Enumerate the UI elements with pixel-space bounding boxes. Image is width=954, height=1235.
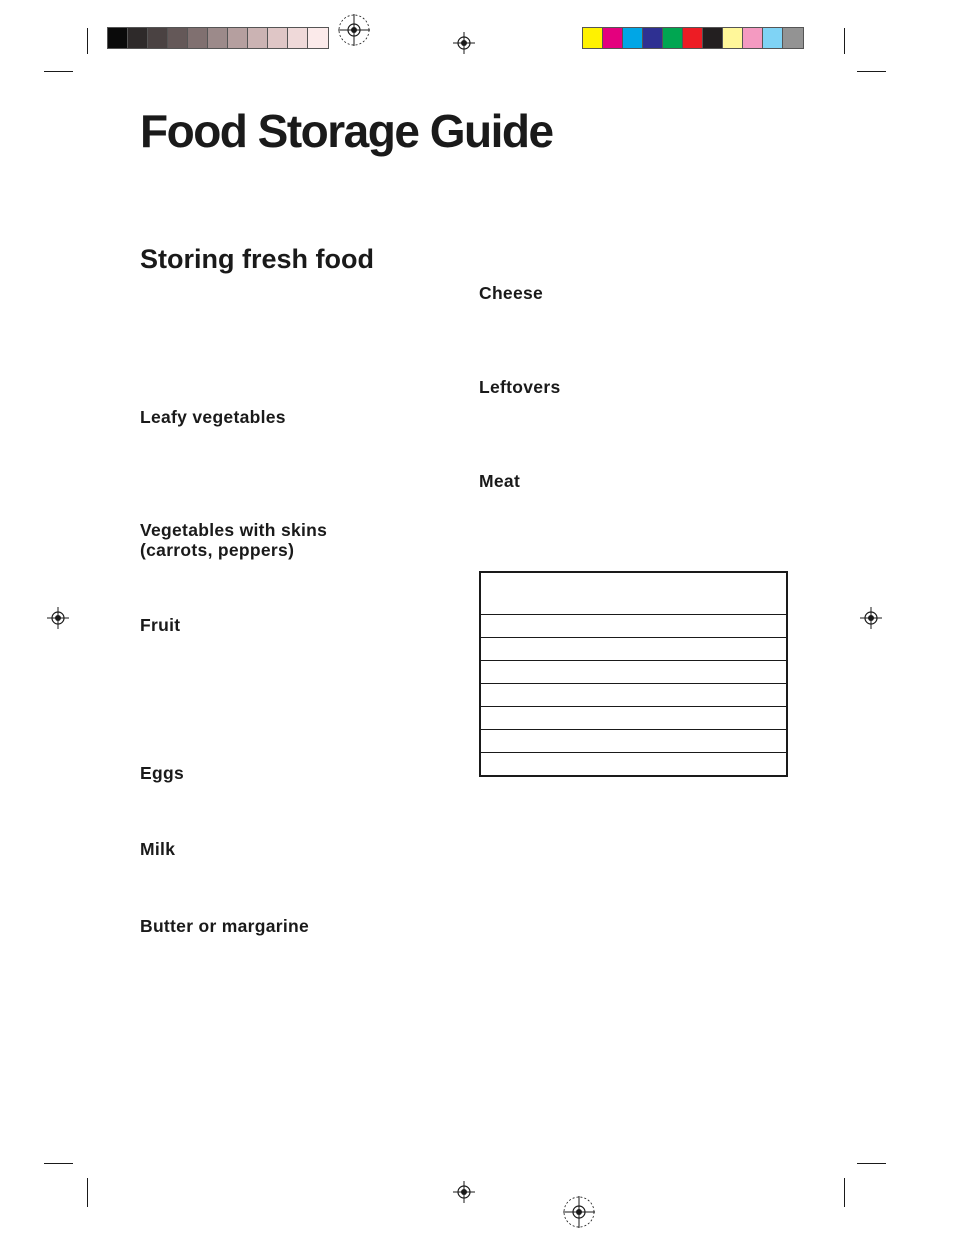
color-swatch bbox=[168, 28, 188, 48]
category-heading-eggs: Eggs bbox=[140, 763, 184, 783]
category-heading-fruit: Fruit bbox=[140, 615, 181, 635]
registration-mark-icon bbox=[47, 607, 69, 629]
process-color-bar bbox=[582, 27, 804, 49]
table-row bbox=[480, 638, 787, 661]
crop-mark bbox=[857, 1163, 886, 1164]
section-title: Storing fresh food bbox=[140, 244, 374, 274]
category-heading-vegetables-with-skins: Vegetables with skins (carrots, peppers) bbox=[140, 520, 328, 560]
table-cell bbox=[480, 661, 787, 684]
table-cell bbox=[480, 753, 787, 777]
color-swatch bbox=[783, 28, 803, 48]
table-cell bbox=[480, 707, 787, 730]
color-swatch bbox=[683, 28, 703, 48]
color-swatch bbox=[188, 28, 208, 48]
table-row bbox=[480, 684, 787, 707]
color-swatch bbox=[663, 28, 683, 48]
crop-mark bbox=[844, 28, 845, 54]
color-swatch bbox=[308, 28, 328, 48]
table-row bbox=[480, 661, 787, 684]
color-swatch bbox=[228, 28, 248, 48]
category-heading-milk: Milk bbox=[140, 839, 176, 859]
registration-mark-icon bbox=[453, 32, 475, 54]
color-swatch bbox=[208, 28, 228, 48]
color-swatch bbox=[108, 28, 128, 48]
meat-storage-table bbox=[479, 571, 788, 777]
color-swatch bbox=[603, 28, 623, 48]
table-row bbox=[480, 730, 787, 753]
color-swatch bbox=[723, 28, 743, 48]
table-cell bbox=[480, 638, 787, 661]
color-swatch bbox=[268, 28, 288, 48]
grayscale-color-bar bbox=[107, 27, 329, 49]
color-swatch bbox=[148, 28, 168, 48]
table-cell bbox=[480, 730, 787, 753]
category-heading-cheese: Cheese bbox=[479, 283, 544, 303]
crop-mark bbox=[44, 71, 73, 72]
crop-mark bbox=[44, 1163, 73, 1164]
category-heading-butter-or-margarine: Butter or margarine bbox=[140, 916, 310, 936]
crop-mark bbox=[87, 28, 88, 54]
color-swatch bbox=[643, 28, 663, 48]
registration-mark-icon bbox=[860, 607, 882, 629]
crop-mark bbox=[87, 1178, 88, 1207]
crop-mark bbox=[844, 1178, 845, 1207]
color-swatch bbox=[743, 28, 763, 48]
crop-mark bbox=[857, 71, 886, 72]
color-swatch bbox=[128, 28, 148, 48]
table-row bbox=[480, 753, 787, 777]
category-heading-leafy-vegetables: Leafy vegetables bbox=[140, 407, 286, 427]
table-cell bbox=[480, 615, 787, 638]
table-row bbox=[480, 615, 787, 638]
table-cell bbox=[480, 572, 787, 615]
color-swatch bbox=[288, 28, 308, 48]
category-heading-leftovers: Leftovers bbox=[479, 377, 561, 397]
registration-mark-icon bbox=[453, 1181, 475, 1203]
color-swatch bbox=[248, 28, 268, 48]
color-swatch bbox=[583, 28, 603, 48]
page-title: Food Storage Guide bbox=[140, 105, 553, 157]
category-heading-meat: Meat bbox=[479, 471, 521, 491]
table-row bbox=[480, 572, 787, 615]
table-cell bbox=[480, 684, 787, 707]
color-swatch bbox=[703, 28, 723, 48]
printer-seal-icon bbox=[332, 10, 376, 50]
color-swatch bbox=[623, 28, 643, 48]
printer-seal-icon bbox=[557, 1192, 601, 1232]
color-swatch bbox=[763, 28, 783, 48]
table-row bbox=[480, 707, 787, 730]
